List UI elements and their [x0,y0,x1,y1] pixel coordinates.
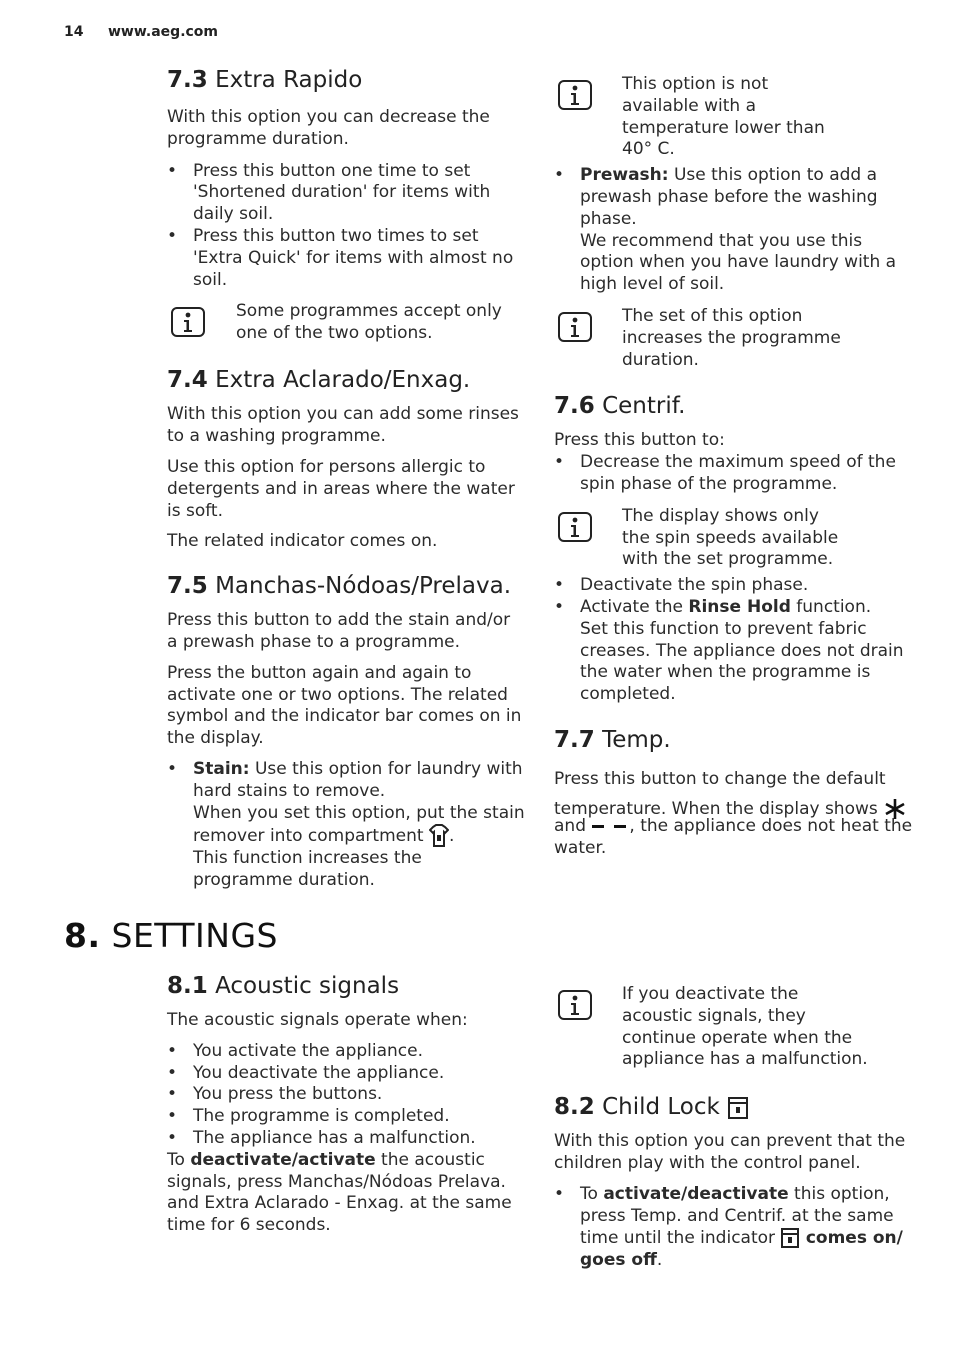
child-lock-icon [727,1096,749,1120]
list-item: • The programme is completed. [167,1106,525,1128]
section-8-1-intro: The acoustic signals operate when: [167,1010,468,1030]
info-icon [558,990,592,1020]
section-8-2-heading: 8.2 Child Lock [554,1093,914,1121]
info-note: The set of this option increases the programme duration. [554,306,914,371]
list-item: • The appliance has a malfunction. [167,1128,525,1150]
section-7-6-list [554,452,914,496]
list-item: • Deactivate the spin phase. [554,575,914,597]
right-column-bottom [554,984,914,1272]
section-8-2-list [554,1184,914,1272]
section-8-2-intro: With this option you can prevent that the children play with the control panel. [554,1131,906,1173]
section-8-1-list [167,1041,525,1150]
section-7-3-list [167,161,525,292]
list-item: • Decrease the maximum speed of the spin phase of the programme. [554,452,914,496]
list-item: • Press this button two times to set 'Extra Quick' for items with almost no soil. [167,226,525,291]
section-7-6-heading: 7.6 Centrif. [554,393,686,420]
info-icon [558,312,592,342]
stain-compartment-icon [429,824,449,848]
section-7-4-p2: Use this option for persons allergic to detergents and in areas where the water is soft. [167,456,515,521]
list-item: • You press the buttons. [167,1084,525,1106]
section-7-7-text-2: and , the appliance does not heat the water. [554,815,913,858]
section-7-4-p1: With this option you can add some rinses to a washing programme. [167,404,519,447]
list-item: • You deactivate the appliance. [167,1063,525,1085]
section-7-7-text: Press this button to change the default temperature. When the display shows [554,764,914,824]
section-7-5-list [167,759,525,892]
list-item-child-lock: • To activate/deactivate this option, press Temp. and Centrif. at the same time until the indicator comes on/ goes off. [554,1184,914,1272]
info-icon [558,512,592,542]
info-note: If you deactivate the acoustic signals, they continue operate when the appliance has a malfunction. [554,984,914,1071]
section-7-5-p1: Press this button to add the stain and/or a prewash phase to a programme. [167,610,511,652]
section-7-6-intro: Press this button to: [554,430,725,451]
section-8-1-instructions: To deactivate/activate the acoustic signals, press Manchas/Nódoas Prelava. and Extra Aclarado - Enxag. at the same time for 6 seconds. [167,1149,512,1236]
section-7-7-heading: 7.7 Temp. [554,726,671,753]
list-item-stain: • Stain: Use this option for laundry with hard stains to remove. When you set this option, put the stain remover into compartment . This function increases the programme duration. [167,759,525,892]
section-7-5-heading: 7.5 Manchas-Nódoas/Prelava. [167,573,512,600]
section-7-3-heading: 7.3 Extra Rapido [167,67,363,93]
list-item-rinse-hold: • Activate the Rinse Hold function. Set this function to prevent fabric creases. The appliance does not drain the water when the programme is completed. [554,597,914,706]
section-7-5-p2: Press the button again and again to activate one or two options. The related symbol and the indicator bar comes on in the display. [167,662,522,749]
left-column-bottom [167,972,525,1237]
list-item: • You activate the appliance. [167,1041,525,1063]
list-item: • Press this button one time to set 'Shortened duration' for items with daily soil. [167,161,525,226]
double-dash-icon [591,821,629,831]
section-7-3-intro: With this option you can decrease the programme duration. [167,107,490,149]
section-8-1-heading: 8.1 Acoustic signals [167,973,400,999]
child-lock-indicator-icon [780,1227,800,1249]
section-7-6-list-2 [554,575,914,706]
left-column-top [167,66,525,892]
chapter-8-heading: 8. SETTINGS [64,916,278,955]
website-url: www.aeg.com [108,24,219,40]
section-7-4-heading: 7.4 Extra Aclarado/Enxag. [167,367,471,394]
info-note: Some programmes accept only one of the two options. [167,301,525,345]
info-note: The display shows only the spin speeds available with the set programme. [554,506,914,571]
section-7-4-p3: The related indicator comes on. [167,531,438,552]
info-icon [558,80,592,110]
info-note: This option is not available with a temperature lower than 40° C. [554,74,914,161]
info-icon [171,307,205,337]
right-column-top [554,74,914,860]
list-item-prewash: • Prewash: Use this option to add a prewash phase before the washing phase. We recommend that you use this option when you have laundry with a high level of soil. [554,165,914,296]
prewash-list [554,165,914,296]
page-number: 14 [64,24,84,40]
